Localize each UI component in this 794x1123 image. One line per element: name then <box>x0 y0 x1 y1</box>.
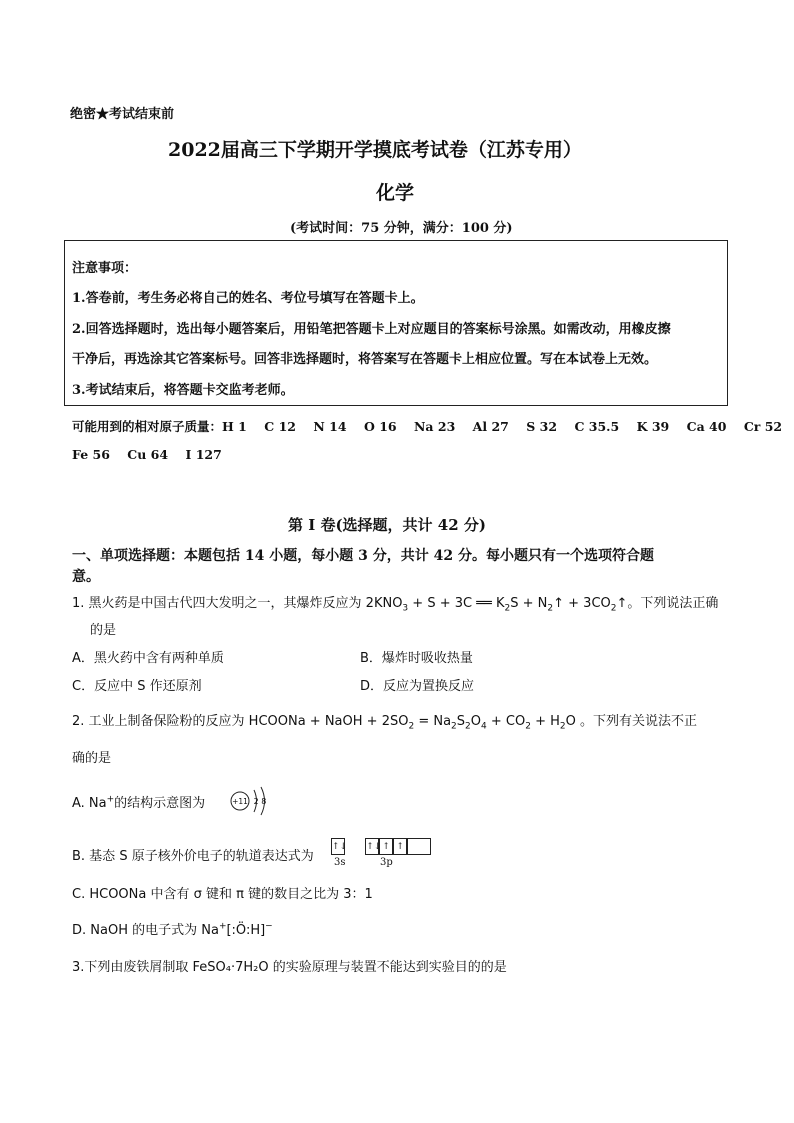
notice-heading: 注意事项： <box>72 261 138 276</box>
q2-option-d[interactable]: D. NaOH 的电子式为 Na+[:Ö:H]− <box>72 921 273 938</box>
atomic-mass-line: 可能用到的相对原子质量：H 1 C 12 N 14 O 16 Na 23 Al 27 S 32 C 35.5 K 39 Ca 40 Cr 52 <box>72 419 783 434</box>
orbital-3p-box-3: ↑ <box>393 838 407 855</box>
orbital-3p-label: 3p <box>380 857 393 868</box>
exam-title: 2022届高三下学期开学摸底考试卷（江苏专用） <box>168 139 582 161</box>
section-instruction: 一、单项选择题：本题包括 14 小题，每小题 3 分，共计 42 分。每小题只有一个选项符合题 <box>72 548 654 564</box>
notice-item: 2.回答选择题时，选出每小题答案后，用铅笔把答题卡上对应题目的答案标号涂黑。如需改动，用橡皮擦 <box>72 322 671 337</box>
shell-electron-counts: 2 8 <box>253 797 267 806</box>
q2-option-c[interactable]: C. HCOONa 中含有 σ 键和 π 键的数目之比为 3：1 <box>72 887 373 902</box>
q1-option-d[interactable]: D．反应为置换反应 <box>360 679 475 694</box>
section-instruction: 意。 <box>72 569 100 585</box>
atomic-mass-line: Fe 56 Cu 64 I 127 <box>72 447 222 462</box>
notice-item: 干净后，再选涂其它答案标号。回答非选择题时，将答案写在答题卡上相应位置。写在本试卷上无效。 <box>72 352 658 367</box>
orbital-3s-label: 3s <box>334 857 346 868</box>
q1-option-c[interactable]: C．反应中 S 作还原剂 <box>72 679 202 694</box>
q1-option-a[interactable]: A．黑火药中含有两种单质 <box>72 651 224 666</box>
exam-info: (考试时间：75 分钟，满分：100 分) <box>290 221 513 236</box>
orbital-3s-box: ↑↓ <box>331 838 345 855</box>
orbital-3p-box-1: ↑↓ <box>365 838 379 855</box>
q1-option-b[interactable]: B．爆炸时吸收热量 <box>360 651 473 666</box>
q2-option-b[interactable]: B. 基态 S 原子核外价电子的轨道表达式为 <box>72 849 314 864</box>
orbital-3p-box-4 <box>407 838 431 855</box>
question-1-stem: 1. 黑火药是中国古代四大发明之一，其爆炸反应为 $2KNO_3 + S + 3C$ ══ $K_2S$ + $N_2↑$ + $3CO_2↑$。下列说法正确 <box>72 596 719 614</box>
question-3-stem: 3.下列由废铁屑制取 FeSO₄·7H₂O 的实验原理与装置不能达到实验目的的是 <box>72 960 507 975</box>
orbital-diagram <box>331 836 431 855</box>
orbital-3p-box-2: ↑ <box>379 838 393 855</box>
question-2-stem: 2. 工业上制备保险粉的反应为 HCOONa + NaOH + $2SO_2 = Na_2S_2O_4 + CO_2 + H_2O$ 。下列有关说法不正 <box>72 714 697 732</box>
question-1-stem-line2: 的是 <box>90 623 117 638</box>
sodium-ion-structure-diagram <box>228 784 278 818</box>
subject-title: 化学 <box>376 182 415 204</box>
notice-item: 3.考试结束后，将答题卡交监考老师。 <box>72 383 294 398</box>
q2-option-a[interactable]: A. Na+的结构示意图为 <box>72 794 206 811</box>
notice-item: 1.答卷前，考生务必将自己的姓名、考位号填写在答题卡上。 <box>72 291 424 306</box>
secret-label: 绝密★考试结束前 <box>70 107 175 122</box>
question-2-stem-line2: 确的是 <box>72 751 112 766</box>
section-title: 第 I 卷(选择题，共计 42 分) <box>288 516 486 534</box>
nucleus-label: +11 <box>232 797 248 806</box>
